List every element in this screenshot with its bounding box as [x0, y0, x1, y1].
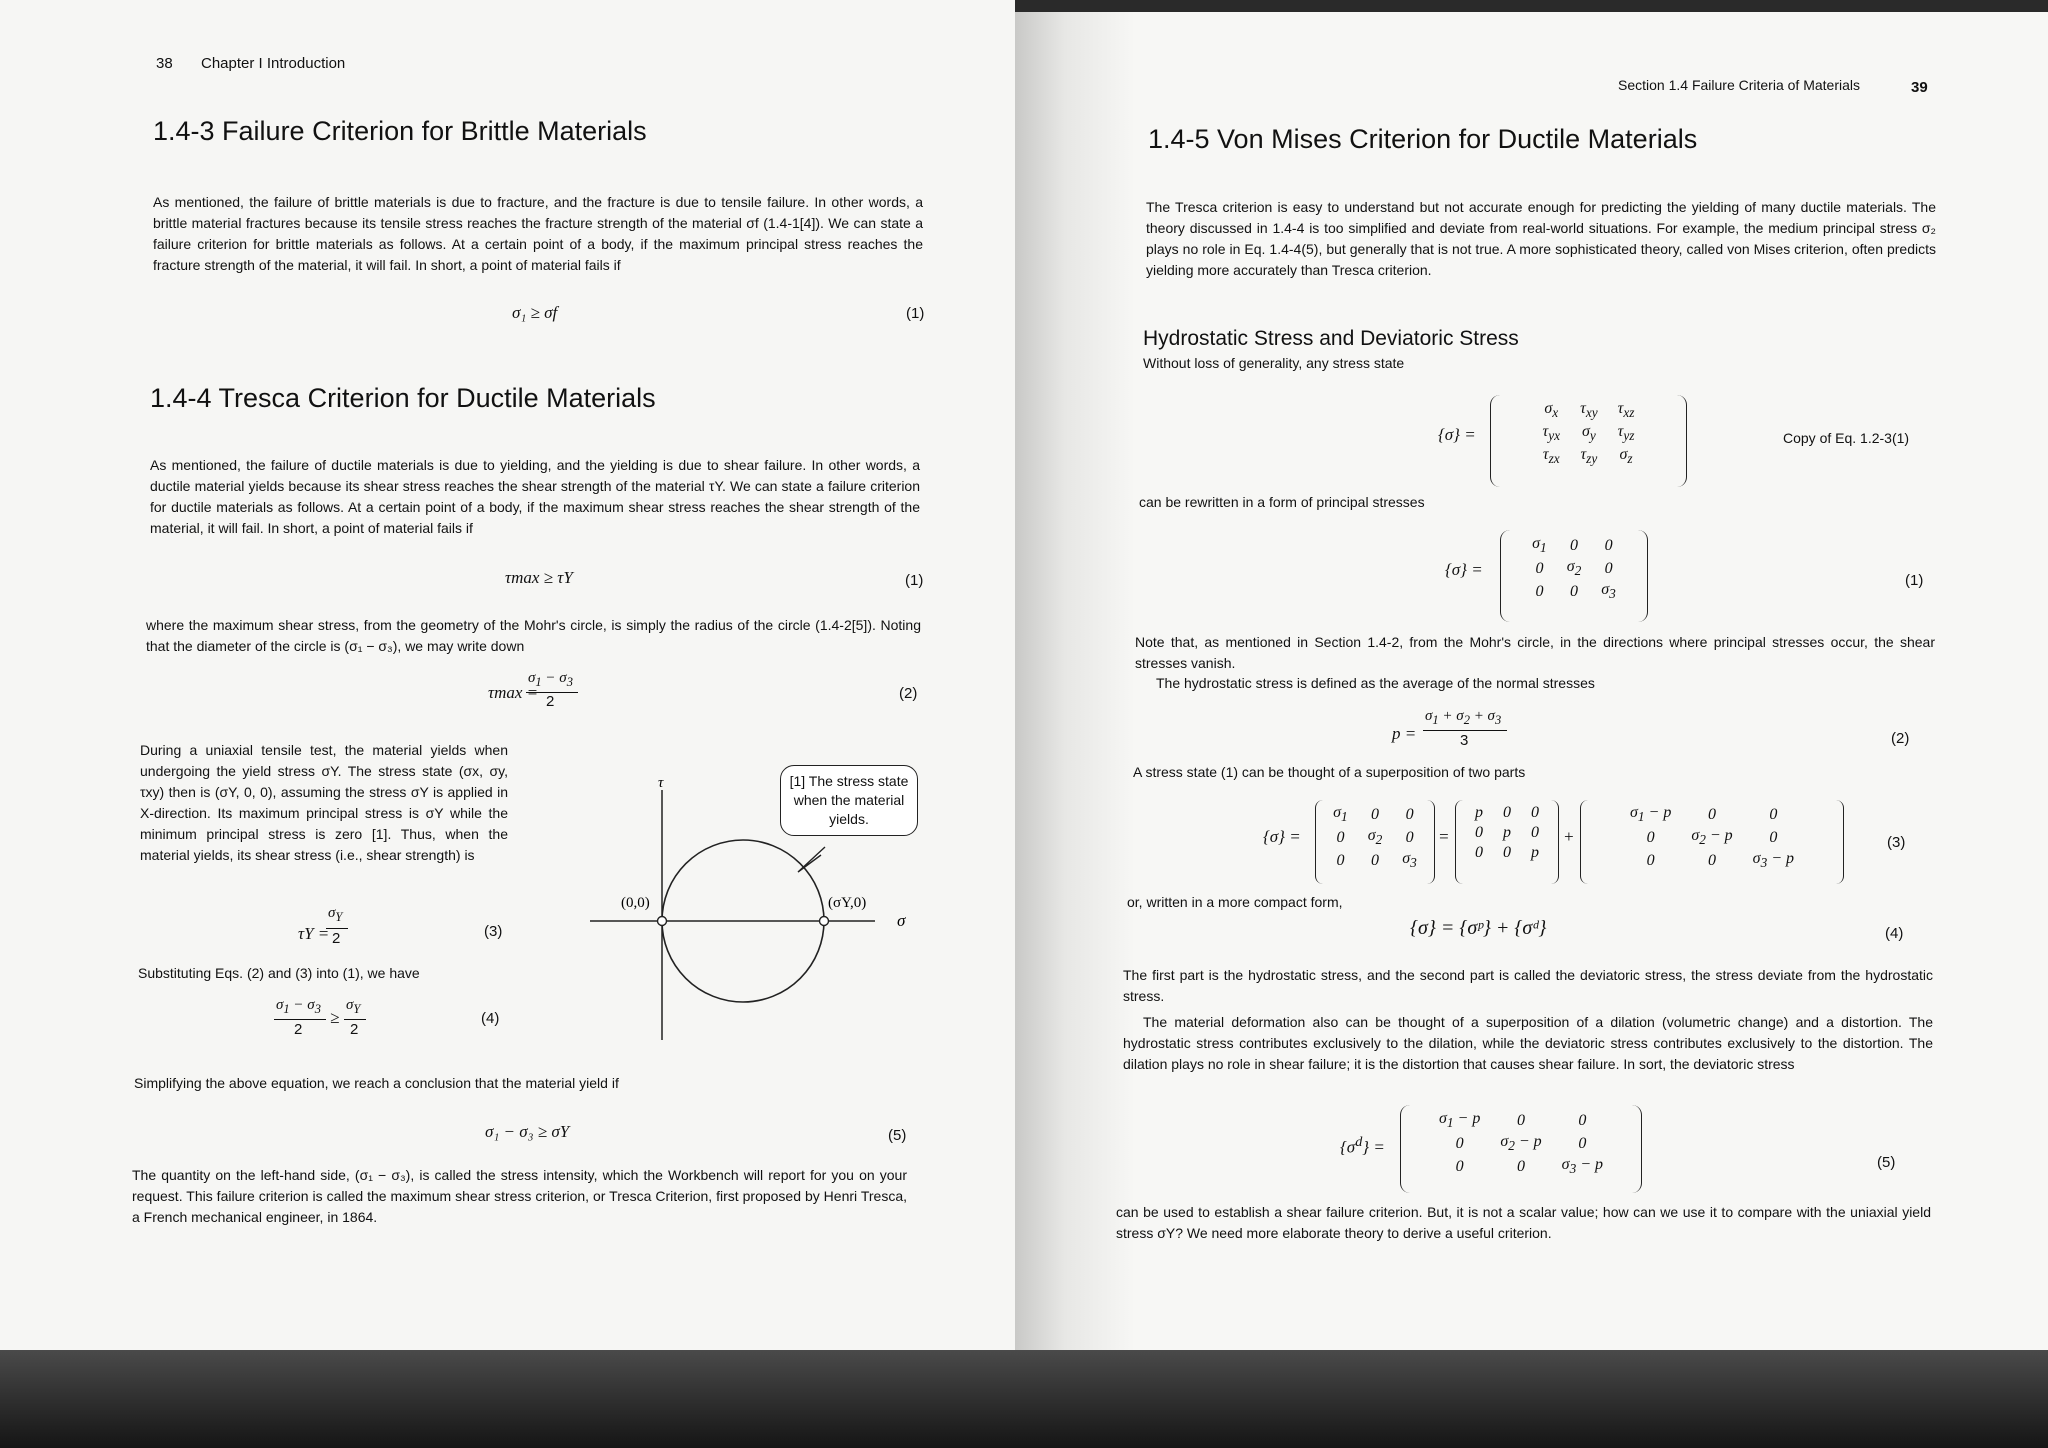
- fraction-numerator: $\sigma_Y$: [328, 905, 343, 924]
- callout-pointer: [798, 847, 825, 872]
- section-title-1-4-5: 1.4-5 Von Mises Criterion for Ductile Materials: [1148, 124, 1698, 154]
- equation-number: (5): [888, 1127, 907, 1144]
- equation-3-lhs: τY =: [298, 924, 330, 943]
- fraction-denominator: 2: [546, 693, 555, 710]
- equation-p-lhs: p =: [1392, 724, 1417, 743]
- section-header: Section 1.4 Failure Criteria of Materials: [1618, 77, 1860, 93]
- substituting-text: Substituting Eqs. (2) and (3) into (1), we have: [138, 965, 420, 981]
- left-page: [0, 0, 1015, 1380]
- paragraph-uniaxial: During a uniaxial tensile test, the material yields when undergoing the yield stress σY. The stress state (σx, σy, τxy) then is (σY, 0, 0), assuming the stress σY is applied in X-direction. Its maximum principal stress is σY while the minimum principal stress is zero [1]. Thus, when the material yields, its shear stress (i.e., shear strength) is: [140, 742, 508, 863]
- fraction-denominator: 2: [350, 1021, 359, 1038]
- section-title-1-4-4: 1.4-4 Tresca Criterion for Ductile Materials: [150, 383, 656, 413]
- stress-matrix: [1490, 395, 1687, 487]
- fraction-denominator: 2: [294, 1021, 303, 1038]
- rewritten-text: can be rewritten in a form of principal stresses: [1139, 494, 1425, 510]
- matrix-lhs: {σ} =: [1445, 560, 1483, 579]
- fraction-bar: [274, 1019, 326, 1020]
- first-part-paragraph: The first part is the hydrostatic stress, and the second part is called the deviatoric stress, the stress deviate from the hydrostatic stress.: [1123, 967, 1933, 1004]
- scanner-edge: [0, 1350, 2048, 1448]
- subsection-intro: Without loss of generality, any stress state: [1143, 355, 1405, 371]
- equation-4: {σ} = {σᵖ} + {σᵈ}: [1410, 917, 1547, 939]
- paragraph-von-mises: The Tresca criterion is easy to understand but not accurate enough for predicting the yielding of many ductile materials. The theory discussed in 1.4-4 is too simplified and deviate from real-world situations. For example, the medium principal stress σ₂ plays no role in Eq. 1.4-4(5), but generally that is not true. A more sophisticated theory, called von Mises criterion, often predicts yielding more accurately than Tresca criterion.: [1146, 199, 1936, 278]
- hydrostatic-matrix: [1455, 800, 1559, 884]
- matrix-lhs: {σ} =: [1263, 827, 1301, 846]
- note-paragraph: Note that, as mentioned in Section 1.4-2, from the Mohr's circle, in the directions where principal stresses occur, the shear stresses vanish.: [1135, 634, 1935, 671]
- fraction-numerator: $\sigma_1 + \sigma_2 + \sigma_3$: [1425, 708, 1502, 727]
- equation-number: (4): [1885, 925, 1904, 942]
- principal-matrix-table: $\sigma_1$ 0 0 0 $\sigma_2$ 0 0 0 $\sigma_3$: [1532, 535, 1616, 602]
- equation-number: (2): [899, 685, 918, 702]
- equation-number: (1): [906, 305, 925, 322]
- yield-point: [820, 917, 829, 926]
- callout-note: [1] The stress state when the material yields.: [780, 765, 918, 836]
- fraction-numerator: $\sigma_1 - \sigma_3$: [276, 997, 321, 1016]
- plus-sign: +: [1563, 827, 1575, 846]
- equation-brittle: σ₁ ≥ σf: [512, 303, 558, 322]
- fraction-denominator: 3: [1460, 732, 1469, 749]
- equation-number: (3): [1887, 834, 1906, 851]
- inequality-sign: ≥: [330, 1008, 340, 1027]
- fraction-bar: [1423, 730, 1507, 731]
- deformation-paragraph: The material deformation also can be thought of a superposition of a dilation (volumetric change) and a distortion. The hydrostatic stress contributes exclusively to the dilation, while the deviatoric stress contributes exclusively to the distortion. The dilation plays no role in shear failure; it is the distortion that causes shear failure. In sort, the deviatoric stress: [1123, 1014, 1933, 1072]
- equation-tresca-1: τmax ≥ τY: [505, 568, 573, 587]
- matrix-table: p 0 0 0 p 0 0 0 p: [1475, 804, 1539, 861]
- equation-number: (4): [481, 1010, 500, 1027]
- paragraph-mohr: where the maximum shear stress, from the geometry of the Mohr's circle, is simply the radius of the circle (1.4-2[5]). Noting that the diameter of the circle is (σ₁ − σ₃), we may write down: [146, 617, 921, 654]
- page-number: 39: [1911, 79, 1928, 96]
- compact-form-text: or, written in a more compact form,: [1127, 894, 1343, 910]
- matrix-table: $\sigma_1 - p$ 0 0 0 $\sigma_2 - p$ 0 0 0 $\sigma_3 - p$: [1629, 804, 1795, 871]
- yield-point-label: (σY,0): [828, 895, 867, 911]
- fraction-numerator: $\sigma_1 - \sigma_3$: [528, 670, 573, 689]
- fraction-numerator: $\sigma_Y$: [346, 997, 361, 1016]
- equation-number: (2): [1891, 730, 1910, 747]
- section-title-1-4-3: 1.4-3 Failure Criterion for Brittle Materials: [153, 116, 647, 146]
- paragraph-brittle: As mentioned, the failure of brittle materials is due to fracture, and the fracture is due to tensile failure. In other words, a brittle material fractures because its tensile stress reaches the fracture strength of the material σf (1.4-1[4]). We can state a failure criterion for brittle materials as follows. At a certain point of a body, if the maximum principal stress reaches the fracture strength of the material, it will fail. In short, a point of material fails if: [153, 194, 923, 273]
- simplifying-text: Simplifying the above equation, we reach a conclusion that the material yield if: [134, 1075, 619, 1091]
- principal-matrix: [1500, 530, 1648, 622]
- fraction-denominator: 2: [332, 930, 341, 947]
- equation-tresca-2-lhs: τmax =: [488, 683, 539, 702]
- fraction-bar: [326, 928, 348, 929]
- deviatoric-matrix: [1580, 800, 1844, 884]
- equation-copy-note: Copy of Eq. 1.2-3(1): [1783, 430, 1910, 446]
- matrix-lhs: {σ} =: [1438, 425, 1476, 444]
- paragraph-stress-intensity: The quantity on the left-hand side, (σ₁ − σ₃), is called the stress intensity, which the Workbench will report for you on your request. This failure criterion is called the maximum shear stress criterion, or Tresca Criterion, first proposed by Henri Tresca, a French mechanical engineer, in 1864.: [132, 1167, 907, 1225]
- matrix-lhs: $\{\sigma^d\}$ =: [1340, 1134, 1385, 1157]
- right-page: [1015, 12, 2048, 1380]
- stress-matrix-table: $\sigma_x$ $\tau_{xy}$ $\tau_{xz}$ $\tau_{yx}$ $\sigma_y$ $\tau_{yz}$ $\tau_{zx}$ $\tau_{zy}$ $\sigma_z$: [1542, 400, 1635, 467]
- page-number: 38: [156, 55, 173, 72]
- origin-point: [658, 917, 667, 926]
- equation-number: (1): [1905, 572, 1924, 589]
- principal-matrix-sum: [1315, 800, 1435, 884]
- equation-5: σ₁ − σ₃ ≥ σY: [485, 1122, 570, 1141]
- paragraph-ductile: As mentioned, the failure of ductile materials is due to yielding, and the yielding is due to shear failure. In other words, a ductile material yields because its shear stress reaches the shear strength of the material τY. We can state a failure criterion for ductile materials as follows. At a certain point of a body, if the maximum shear stress reaches the shear strength of the material, it will fail. In short, a point of material fails if: [150, 457, 920, 536]
- origin-label: (0,0): [621, 895, 650, 911]
- equals-sign: =: [1438, 827, 1450, 846]
- deviatoric-stress-matrix: [1400, 1105, 1642, 1193]
- equation-number: (5): [1877, 1154, 1896, 1171]
- matrix-table: $\sigma_1 - p$ 0 0 0 $\sigma_2 - p$ 0 0 0 $\sigma_3 - p$: [1438, 1110, 1604, 1177]
- chapter-header: Chapter I Introduction: [201, 55, 346, 72]
- superposition-text: A stress state (1) can be thought of a superposition of two parts: [1133, 764, 1526, 780]
- subsection-title: Hydrostatic Stress and Deviatoric Stress: [1143, 327, 1519, 350]
- sigma-axis-label: σ: [897, 911, 906, 930]
- equation-number: (3): [484, 923, 503, 940]
- fraction-bar: [344, 1019, 366, 1020]
- tau-axis-label: τ: [658, 775, 664, 791]
- final-paragraph: can be used to establish a shear failure criterion. But, it is not a scalar value; how can we use it to compare with the uniaxial yield stress σY? We need more elaborate theory to derive a useful criterion.: [1116, 1204, 1931, 1241]
- hydrostatic-definition: The hydrostatic stress is defined as the average of the normal stresses: [1156, 675, 1595, 691]
- matrix-table: $\sigma_1$ 0 0 0 $\sigma_2$ 0 0 0 $\sigma_3$: [1333, 804, 1417, 871]
- equation-number: (1): [905, 572, 924, 589]
